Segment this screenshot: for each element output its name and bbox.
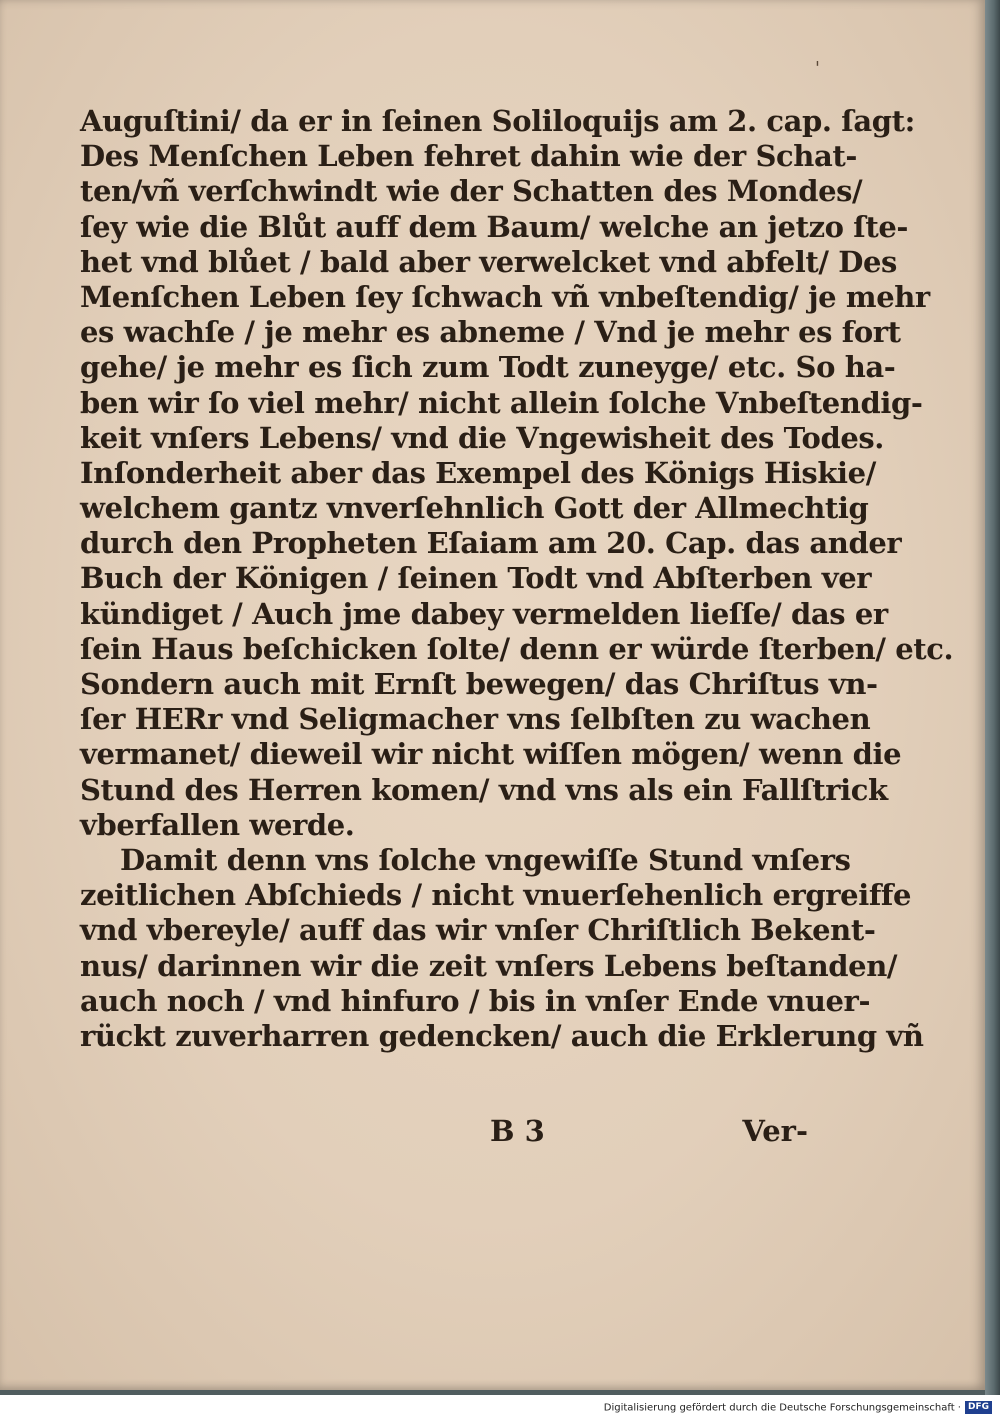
text-line: Damit denn vns ſolche vngewiſſe Stund vnſers (120, 842, 851, 877)
corner-mark: ' (815, 58, 820, 79)
text-line: Stund des Herren komen/ vnd vns als ein Fallſtrick (80, 772, 888, 807)
text-line: ſein Haus beſchicken ſolte/ denn er würde ſterben/ etc. (80, 631, 954, 666)
text-line: zeitlichen Abſchieds / nicht vnuerſehenlich ergreiffe (80, 878, 912, 913)
text-line: ſer HERr vnd Seligmacher vns ſelbſten zu wachen (80, 702, 871, 737)
text-line: kündiget / Auch jme dabey vermelden lieſſe/ das er (80, 596, 888, 631)
dfg-logo: DFG (965, 1401, 992, 1414)
text-line: Inſonderheit aber das Exempel des Königs Hiskie/ (80, 455, 876, 490)
text-line: gehe/ je mehr es ſich zum Todt zuneyge/ etc. So ha- (80, 350, 896, 385)
book-cover-edge (985, 0, 1000, 1395)
text-line: auch noch / vnd hinfuro / bis in vnſer Ende vnuer- (80, 983, 871, 1018)
text-line: Buch der Königen / ſeinen Todt vnd Abſterben ver (80, 561, 872, 596)
text-line: ten/vñ verſchwindt wie der Schatten des Mondes/ (80, 174, 863, 209)
text-line: ſey wie die Blůt auff dem Baum/ welche an jetzo ſte- (80, 209, 909, 244)
text-line: vberfallen werde. (80, 807, 355, 842)
text-line: vnd vbereyle/ auff das wir vnſer Chriſtlich Bekent- (80, 913, 876, 948)
text-line: het vnd blůet / bald aber verwelcket vnd abfelt/ Des (80, 244, 897, 279)
funding-credit-text: Digitalisierung gefördert durch die Deutsche Forschungsgemeinschaft · (603, 1402, 961, 1414)
funding-credit (604, 1401, 992, 1414)
text-line: nus/ darinnen wir die zeit vnſers Lebens beſtanden/ (80, 948, 898, 983)
signature-mark: B 3 (490, 1114, 545, 1148)
page-footer (80, 1114, 808, 1154)
text-line: Auguſtini/ da er in ſeinen Soliloquijs am 2. cap. ſagt: (80, 104, 915, 138)
text-line: Sondern auch mit Ernſt bewegen/ das Chriſtus vn- (80, 667, 878, 701)
text-line: vermanet/ dieweil wir nicht wiſſen mögen/ wenn die (80, 737, 902, 772)
text-line: es wachſe / je mehr es abneme / Vnd je mehr es fort (80, 315, 901, 350)
text-line: ben wir ſo viel mehr/ nicht allein ſolche Vnbeſtendig- (80, 385, 923, 420)
text-line: welchem gantz vnverſehnlich Gott der Allmechtig (80, 491, 869, 526)
page-body-text (80, 104, 954, 1054)
text-line: rückt zuverharren gedencken/ auch die Erklerung vñ (80, 1018, 924, 1053)
digitization-footer (0, 1395, 1000, 1421)
catchword: Ver- (742, 1114, 808, 1148)
text-line: Menſchen Leben ſey ſchwach vñ vnbeſtendig/ je mehr (80, 279, 930, 314)
text-line: keit vnſers Lebens/ vnd die Vngewisheit des Todes. (80, 420, 884, 455)
text-line: durch den Propheten Eſaiam am 20. Cap. das ander (80, 526, 902, 561)
text-line: Des Menſchen Leben fehret dahin wie der Schat- (80, 139, 857, 174)
